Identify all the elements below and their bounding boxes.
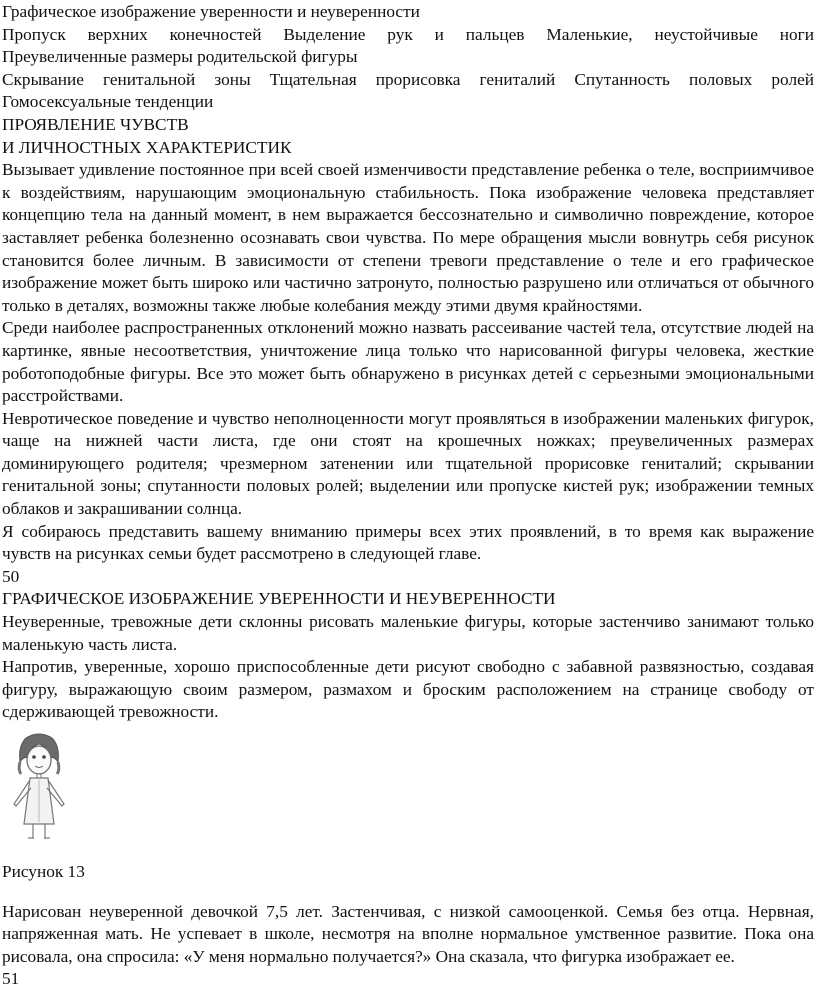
page-number: 50 (2, 566, 20, 586)
girl-drawing-image (4, 732, 74, 844)
list-line-genital-zone: Скрывание генитальной зоны Тщательная прорисовка гениталий Спутанность половых ролей (2, 69, 814, 89)
paragraph-neurotic: Невротическое поведение и чувство неполноценности могут проявляться в изображении маленьких фигурок, чаще на нижней части листа, где они стоят на крошечных ножках; преувеличенных размерах доминирующего родителя; чрезмерном затенении или тщательной прорисовке гениталий; скрывании генитальной зоны; спутанности половых ролей; выделении или пропуске кистей рук; изображении темных облаков и закрашивании солнца. (2, 408, 814, 519)
section-heading-characteristics: И ЛИЧНОСТНЫХ ХАРАКТЕРИСТИК (2, 137, 292, 157)
paragraph-deviations: Среди наиболее распространенных отклонений можно назвать рассеивание частей тела, отсутствие людей на картинке, явные несоответствия, уничтожение лица только что нарисованной фигуры человека, жесткие роботоподобные фигуры. Все это может быть обнаружено в рисунках детей с серьезными эмоциональными расстройствами. (2, 318, 814, 406)
paragraph-insecure-children: Неуверенные, тревожные дети склонны рисовать маленькие фигуры, которые застенчиво занимают только маленькую часть листа. (2, 612, 814, 654)
list-line-homosexual: Гомосексуальные тенденции (2, 92, 214, 112)
section-heading-feelings: ПРОЯВЛЕНИЕ ЧУВСТВ (2, 114, 189, 134)
figure-caption: Рисунок 13 (2, 862, 85, 882)
list-line-limbs: Пропуск верхних конечностей Выделение рук и пальцев Маленькие, неустойчивые ноги (2, 24, 814, 44)
heading-graphic-confidence: Графическое изображение уверенности и неуверенности (2, 2, 420, 21)
child-drawing-figure (4, 732, 74, 844)
paragraph-confident-children: Напротив, уверенные, хорошо приспособленные дети рисуют свободно с забавной развязностью, создавая фигуру, выражающую своим размером, размахом и броским расположением на странице свободу от сдерживающей тревожности. (2, 657, 814, 722)
section-title: ГРАФИЧЕСКОЕ ИЗОБРАЖЕНИЕ УВЕРЕННОСТИ И НЕУВЕРЕННОСТИ (2, 589, 556, 609)
page-number-bottom: 51 (2, 969, 20, 989)
figure-description: Нарисован неуверенной девочкой 7,5 лет. Застенчивая, с низкой самооценкой. Семья без отца. Нервная, напряженная мать. Не успевает в школе, несмотря на вполне нормальное умственное развитие. Пока она рисовала, она спросила: «У меня нормально получается?» Она сказала, что фигурка изображает ее. (2, 901, 814, 966)
paragraph-body-concept: Вызывает удивление постоянное при всей своей изменчивости представление ребенка о теле, восприимчивое к воздействиям, нарушающим эмоциональную стабильность. Пока изображение человека представляет концепцию тела на данный момент, в нем выражается бессознательно и символично повреждение, которое заставляет ребенка болезненно осознавать свои чувства. По мере обращения мысли вовнутрь себя рисунок становится более личным. В зависимости от степени тревоги представление о теле и его графическое изображение может быть широко или частично затронуто, полностью разрушено или отличаться от обычного только в деталях, возможны также любые колебания между этими двумя крайностями. (2, 160, 814, 315)
list-line-parent-size: Преувеличенные размеры родительской фигуры (2, 47, 358, 67)
paragraph-examples: Я собираюсь представить вашему вниманию примеры всех этих проявлений, в то время как выражение чувств на рисунках семьи будет рассмотрено в следующей главе. (2, 521, 814, 564)
